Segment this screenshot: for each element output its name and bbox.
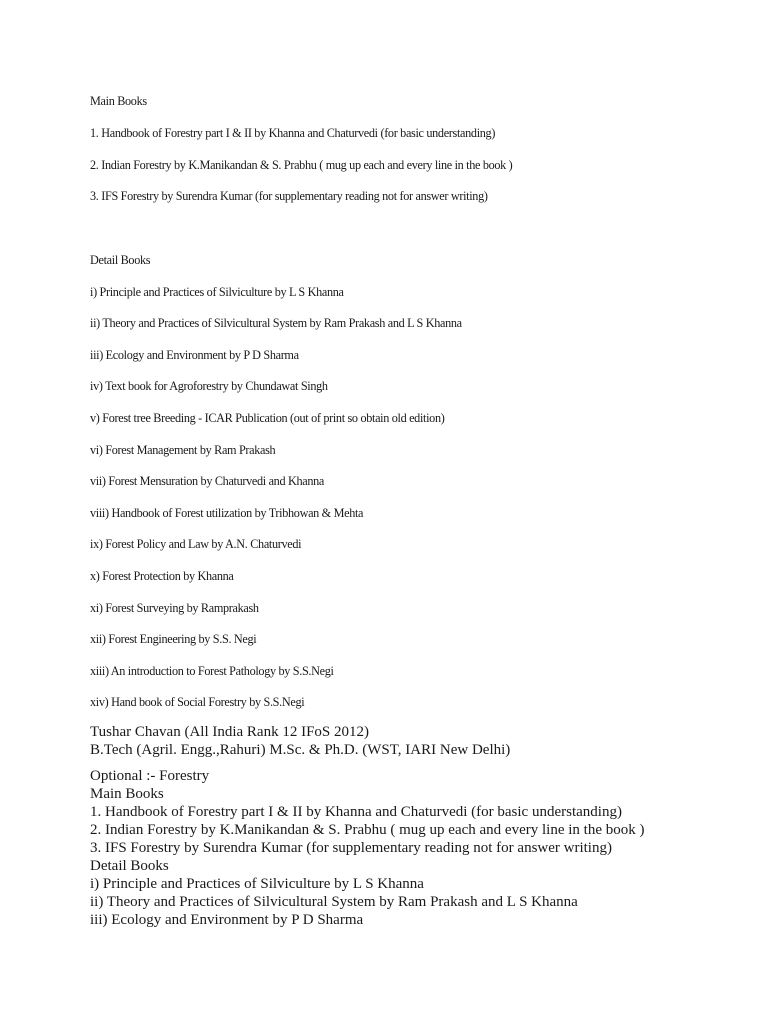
author-degree: B.Tech (Agril. Engg.,Rahuri) M.Sc. & Ph.D. (WST, IARI New Delhi)	[90, 742, 511, 758]
detail-books-heading: Detail Books	[90, 252, 151, 267]
author-section	[90, 723, 644, 929]
detail-book-item: iv) Text book for Agroforestry by Chundawat Singh	[90, 378, 328, 393]
detail-book-item: x) Forest Protection by Khanna	[90, 568, 234, 583]
detail-book-item: v) Forest tree Breeding - ICAR Publication (out of print so obtain old edition)	[90, 410, 445, 425]
detail-book-item: i) Principle and Practices of Silviculture by L S Khanna	[90, 284, 344, 299]
detail-book-item: vi) Forest Management by Ram Prakash	[90, 442, 276, 457]
detail-book-item: ix) Forest Policy and Law by A.N. Chaturvedi	[90, 536, 302, 551]
main-books-heading: Main Books	[90, 93, 147, 108]
main-book-item: 3. IFS Forestry by Surendra Kumar (for supplementary reading not for answer writing)	[90, 188, 488, 203]
detail-book-item: xiii) An introduction to Forest Pathology by S.S.Negi	[90, 663, 334, 678]
detail-book-item: iii) Ecology and Environment by P D Sharma	[90, 912, 364, 928]
main-book-item: 3. IFS Forestry by Surendra Kumar (for supplementary reading not for answer writing)	[90, 840, 612, 856]
detail-book-item: ii) Theory and Practices of Silvicultural System by Ram Prakash and L S Khanna	[90, 315, 462, 330]
detail-book-item: iii) Ecology and Environment by P D Sharma	[90, 347, 299, 362]
detail-book-item: viii) Handbook of Forest utilization by Tribhowan & Mehta	[90, 505, 364, 520]
detail-book-item: i) Principle and Practices of Silviculture by L S Khanna	[90, 876, 424, 892]
detail-book-item: xii) Forest Engineering by S.S. Negi	[90, 631, 257, 646]
main-book-item: 2. Indian Forestry by K.Manikandan & S. Prabhu ( mug up each and every line in the book )	[90, 822, 645, 838]
optional-subject: Optional :- Forestry	[90, 768, 210, 784]
detail-book-item: xiv) Hand book of Social Forestry by S.S.Negi	[90, 694, 305, 709]
main-book-item: 1. Handbook of Forestry part I & II by Khanna and Chaturvedi (for basic understanding)	[90, 804, 622, 820]
main-book-item: 1. Handbook of Forestry part I & II by Khanna and Chaturvedi (for basic understanding)	[90, 125, 496, 140]
detail-book-item: xi) Forest Surveying by Ramprakash	[90, 600, 259, 615]
main-books-heading: Main Books	[90, 786, 164, 802]
author-name: Tushar Chavan (All India Rank 12 IFoS 2012)	[90, 724, 370, 740]
detail-books-heading: Detail Books	[90, 858, 169, 874]
detail-book-item: vii) Forest Mensuration by Chaturvedi and Khanna	[90, 473, 325, 488]
main-book-item: 2. Indian Forestry by K.Manikandan & S. Prabhu ( mug up each and every line in the book )	[90, 157, 513, 172]
detail-book-item: ii) Theory and Practices of Silvicultural System by Ram Prakash and L S Khanna	[90, 894, 578, 910]
